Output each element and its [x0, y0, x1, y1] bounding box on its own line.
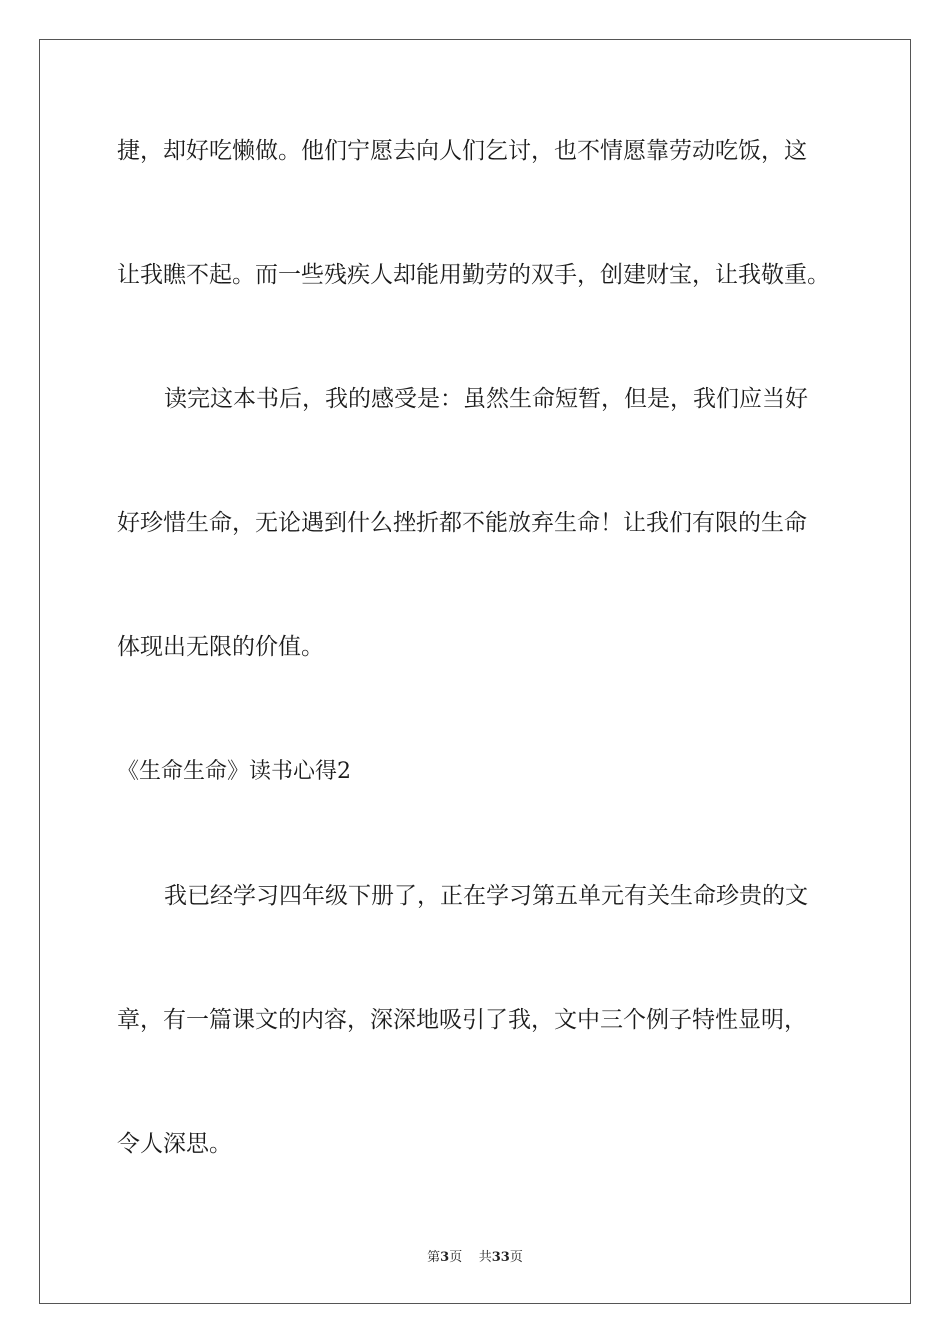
paragraph-line-1: 捷，却好吃懒做。他们宁愿去向人们乞讨，也不情愿靠劳动吃饭，这 [117, 138, 807, 164]
paragraph-line-3: 读完这本书后，我的感受是：虽然生命短暂，但是，我们应当好 [164, 386, 808, 412]
page-number: 3 [440, 1250, 450, 1265]
paragraph-line-8: 令人深思。 [117, 1131, 232, 1157]
total-suffix: 页 [509, 1250, 523, 1265]
page-suffix: 页 [449, 1250, 463, 1265]
paragraph-line-6: 我已经学习四年级下册了，正在学习第五单元有关生命珍贵的文 [164, 883, 808, 909]
paragraph-line-2: 让我瞧不起。而一些残疾人却能用勤劳的双手，创建财宝，让我敬重。 [117, 262, 830, 288]
paragraph-line-4: 好珍惜生命，无论遇到什么挫折都不能放弃生命！让我们有限的生命 [117, 510, 807, 536]
section-heading: 《生命生命》读书心得2 [117, 759, 351, 784]
total-prefix: 共 [478, 1250, 492, 1265]
page-frame [39, 39, 911, 1304]
paragraph-line-5: 体现出无限的价值。 [117, 634, 324, 660]
page-prefix: 第 [427, 1250, 441, 1265]
paragraph-line-7: 章，有一篇课文的内容，深深地吸引了我，文中三个例子特性显明， [117, 1007, 807, 1033]
total-pages: 33 [491, 1250, 510, 1265]
page-footer [0, 1246, 950, 1265]
